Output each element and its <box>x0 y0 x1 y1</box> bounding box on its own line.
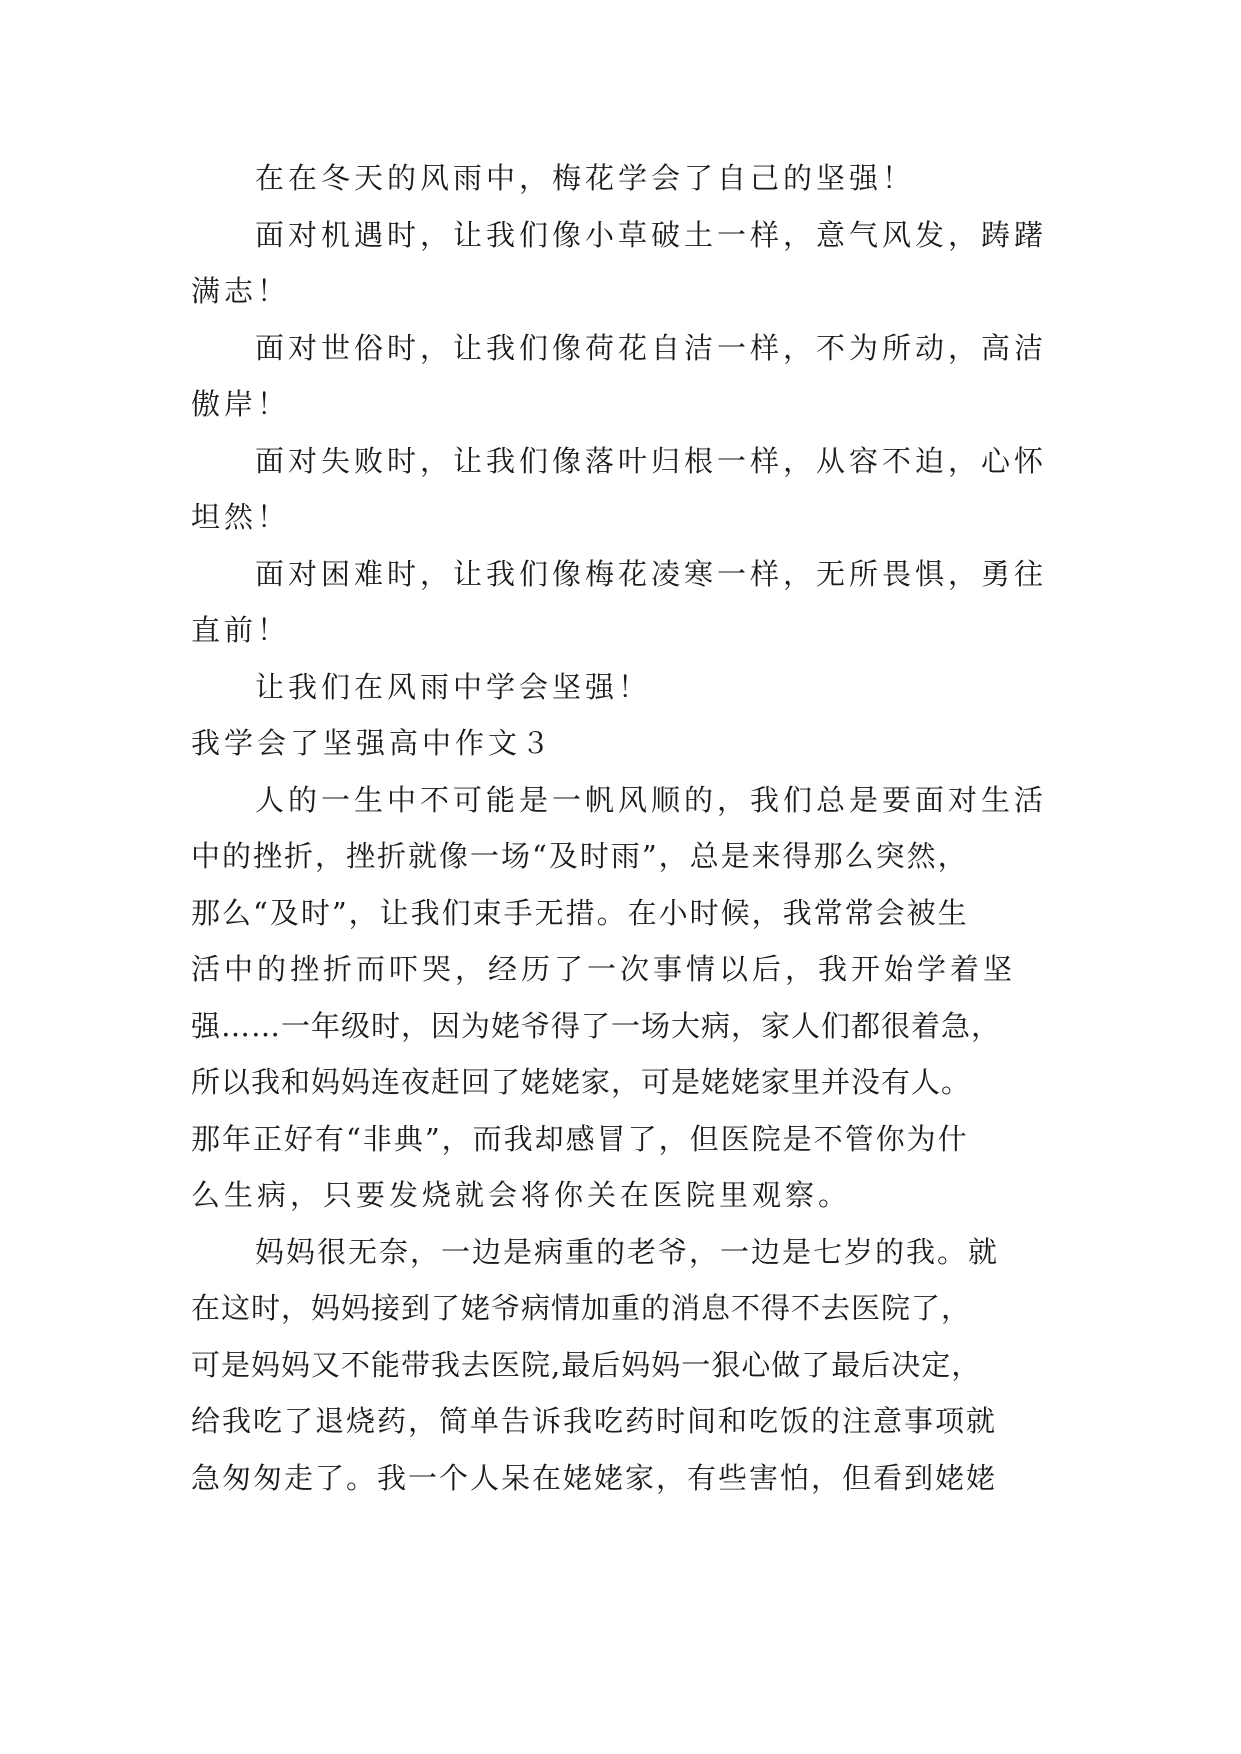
paragraph-line: 中的挫折，挫折就像一场“及时雨”，总是来得那么突然， <box>191 839 969 873</box>
paragraph-line: 么生病，只要发烧就会将你关在医院里观察。 <box>191 1178 852 1212</box>
paragraph-line: 傲岸！ <box>191 387 291 421</box>
paragraph-line: 那么“及时”，让我们束手无措。在小时候，我常常会被生 <box>191 896 969 930</box>
paragraph-line: 直前！ <box>191 613 291 647</box>
paragraph-line: 在在冬天的风雨中，梅花学会了自己的坚强！ <box>255 161 916 195</box>
paragraph-line: 坦然！ <box>191 500 291 534</box>
paragraph-line: 那年正好有“非典”，而我却感冒了，但医院是不管你为什 <box>191 1122 969 1156</box>
paragraph-line: 给我吃了退烧药，简单告诉我吃药时间和吃饭的注意事项就 <box>191 1404 998 1438</box>
paragraph-line: 强……一年级时，因为姥爷得了一场大病，家人们都很着急， <box>191 1009 1002 1043</box>
section-heading: 我学会了坚强高中作文３ <box>191 726 555 760</box>
paragraph-line: 所以我和妈妈连夜赶回了姥姥家，可是姥姥家里并没有人。 <box>191 1065 972 1099</box>
paragraph-line: 活中的挫折而吓哭，经历了一次事情以后，我开始学着坚 <box>191 952 1017 986</box>
paragraph-line: 满志！ <box>191 274 291 308</box>
paragraph-line: 急匆匆走了。我一个人呆在姥姥家，有些害怕，但看到姥姥 <box>191 1461 998 1495</box>
paragraph-line: 人的一生中不可能是一帆风顺的，我们总是要面对生活 <box>255 783 1048 817</box>
paragraph-line: 让我们在风雨中学会坚强！ <box>255 670 652 704</box>
paragraph-line: 面对失败时，让我们像落叶归根一样，从容不迫，心怀 <box>255 444 1048 478</box>
paragraph-line: 面对困难时，让我们像梅花凌寒一样，无所畏惧，勇往 <box>255 557 1048 591</box>
paragraph-line: 妈妈很无奈，一边是病重的老爷，一边是七岁的我。就 <box>255 1235 1000 1269</box>
paragraph-line: 在这时，妈妈接到了姥爷病情加重的消息不得不去医院了， <box>191 1291 972 1325</box>
paragraph-line: 可是妈妈又不能带我去医院,最后妈妈一狠心做了最后决定， <box>191 1348 982 1382</box>
paragraph-line: 面对机遇时，让我们像小草破土一样，意气风发，踌躇 <box>255 218 1048 252</box>
paragraph-line: 面对世俗时，让我们像荷花自洁一样，不为所动，高洁 <box>255 331 1048 365</box>
